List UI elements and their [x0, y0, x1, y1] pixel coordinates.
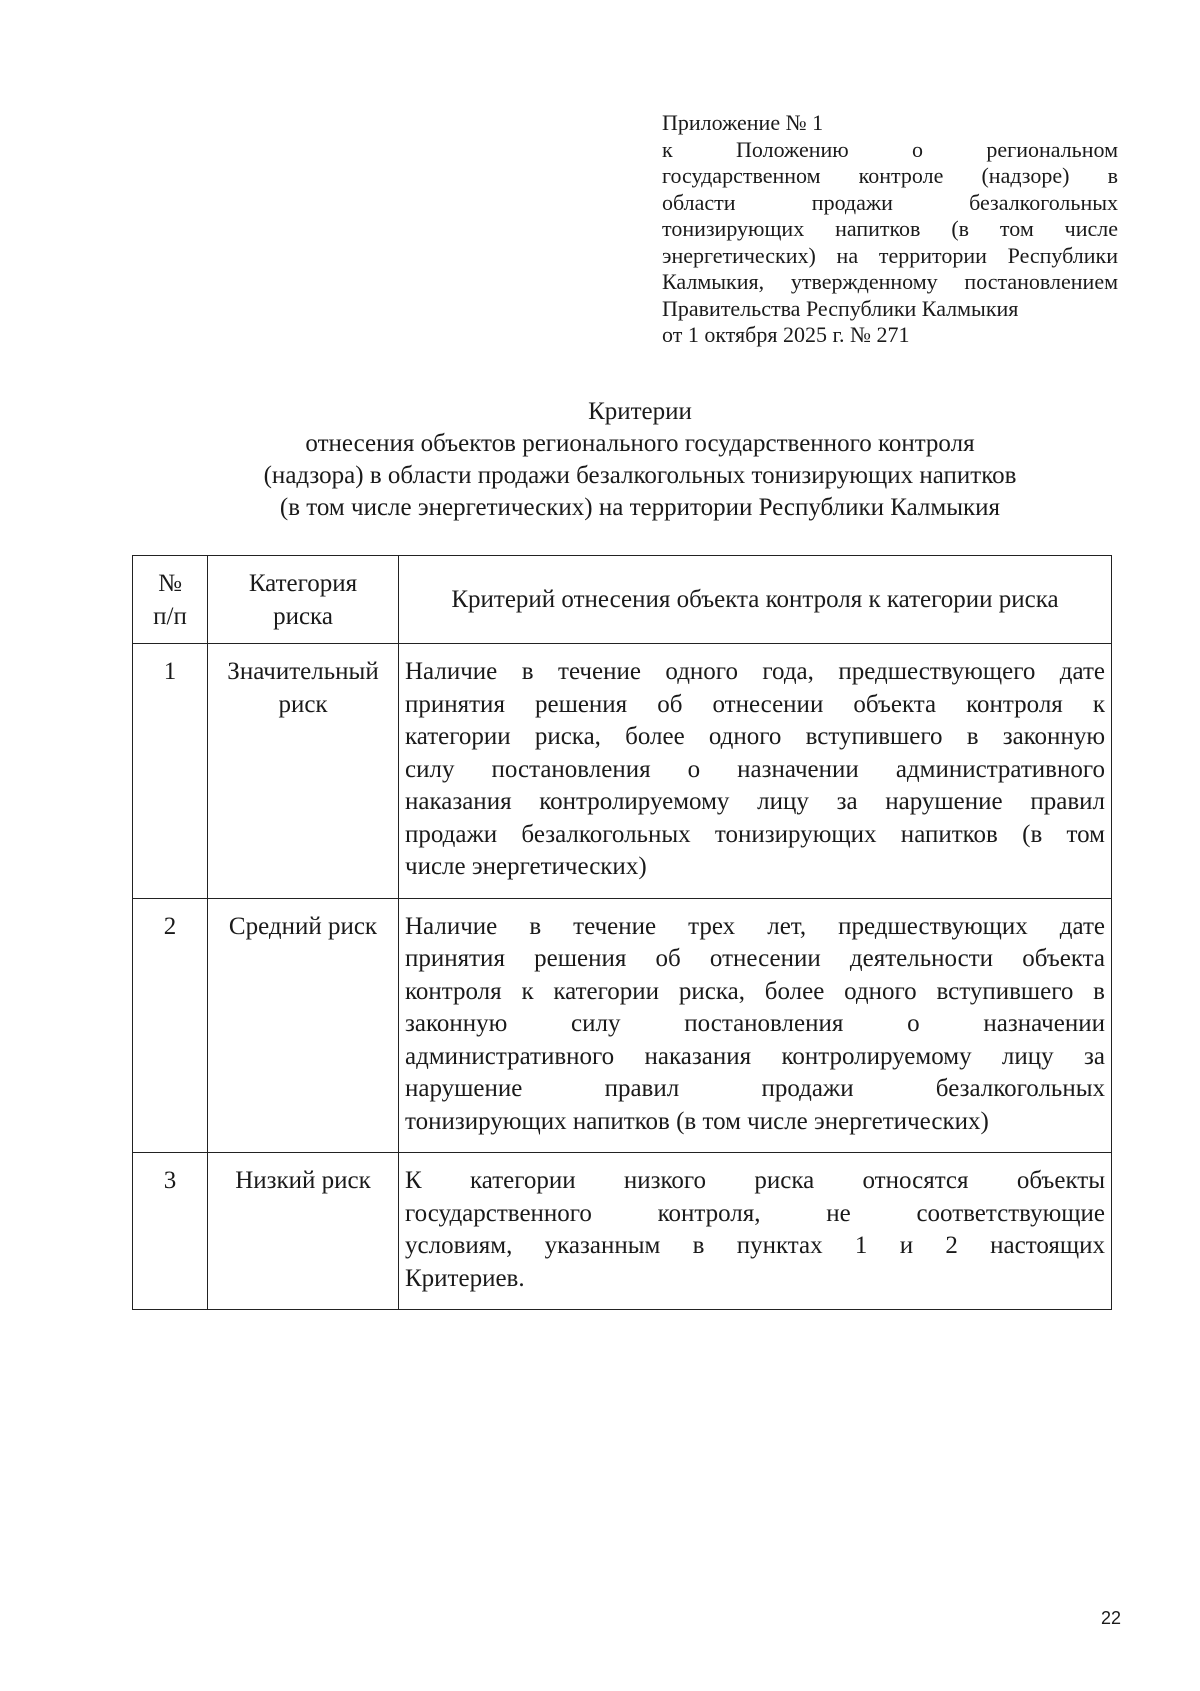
annex-line: области продажи безалкогольных — [662, 189, 1118, 215]
row-number: 1 — [133, 644, 208, 899]
table-row — [133, 898, 1112, 1153]
annex-reference — [662, 110, 1118, 349]
header-category-line: риска — [273, 602, 333, 630]
category-line: Значительный — [227, 658, 379, 685]
annex-line: тонизирующих напитков (в том числе — [662, 216, 1118, 241]
criterion-line: принятия решения об отнесении объекта контроля к — [405, 690, 1105, 718]
title-heading: Критерии — [588, 398, 692, 425]
title-line: отнесения объектов регионального государственного контроля — [305, 430, 975, 457]
row-category — [208, 644, 399, 899]
criterion-line: Наличие в течение одного года, предшествующего дате — [405, 658, 1105, 685]
criterion-line: законную силу постановления о назначении — [405, 1010, 1105, 1037]
criterion-line: тонизирующих напитков (в том числе энергетических) — [405, 1107, 989, 1135]
table-row — [133, 644, 1112, 899]
header-number-line: № — [158, 570, 182, 597]
annex-line: от 1 октября 2025 г. № 271 — [662, 322, 910, 347]
row-category — [208, 1153, 399, 1310]
header-number — [133, 556, 208, 644]
category-line: Низкий риск — [235, 1167, 371, 1194]
criterion-line: Критериев. — [405, 1264, 525, 1292]
table-row — [133, 1153, 1112, 1310]
criterion-line: контроля к категории риска, более одного вступившего в — [405, 977, 1105, 1005]
annex-line: государственном контроле (надзоре) в — [662, 163, 1118, 188]
criterion-line: числе энергетических) — [405, 853, 647, 880]
criterion-line: условиям, указанным в пунктах 1 и 2 настоящих — [405, 1232, 1105, 1259]
row-criterion — [399, 644, 1112, 899]
criterion-line: К категории низкого риска относятся объекты — [405, 1167, 1105, 1194]
title-line: (надзора) в области продажи безалкогольных тонизирующих напитков — [263, 462, 1017, 489]
header-category-line: Категория — [248, 570, 358, 597]
row-number: 3 — [133, 1153, 208, 1310]
annex-line: Калмыкия, утвержденному постановлением — [662, 269, 1118, 294]
annex-line: к Положению о региональном — [662, 136, 1118, 162]
page-number: 22 — [1101, 1608, 1122, 1628]
annex-line: энергетических) на территории Республики — [662, 242, 1118, 268]
document-title — [130, 396, 1150, 524]
criterion-line: категории риска, более одного вступившего в законную — [405, 723, 1105, 750]
row-criterion — [399, 898, 1112, 1153]
annex-line: Правительства Республики Калмыкия — [662, 295, 1019, 321]
row-number: 2 — [133, 898, 208, 1153]
row-criterion — [399, 1153, 1112, 1310]
criterion-line: Наличие в течение трех лет, предшествующих дате — [405, 912, 1105, 940]
table-header-row — [133, 556, 1112, 644]
criterion-line: наказания контролируемому лицу за нарушение правил — [405, 788, 1105, 815]
criteria-table — [132, 555, 1112, 1310]
annex-line: Приложение № 1 — [662, 110, 824, 135]
criterion-line: силу постановления о назначении административного — [405, 755, 1105, 783]
row-category — [208, 898, 399, 1153]
category-line: риск — [278, 690, 328, 718]
header-criterion: Критерий отнесения объекта контроля к категории риска — [399, 556, 1112, 644]
header-number-line: п/п — [153, 602, 187, 630]
title-line: (в том числе энергетических) на территории Республики Калмыкия — [279, 494, 1001, 521]
category-line: Средний риск — [228, 912, 378, 940]
criterion-line: государственного контроля, не соответствующие — [405, 1199, 1105, 1227]
criterion-line: продажи безалкогольных тонизирующих напитков (в том — [405, 820, 1105, 848]
criterion-line: нарушение правил продажи безалкогольных — [405, 1075, 1105, 1102]
criterion-line: принятия решения об отнесении деятельности объекта — [405, 945, 1105, 972]
criterion-line: административного наказания контролируемому лицу за — [405, 1042, 1105, 1070]
header-category — [208, 556, 399, 644]
